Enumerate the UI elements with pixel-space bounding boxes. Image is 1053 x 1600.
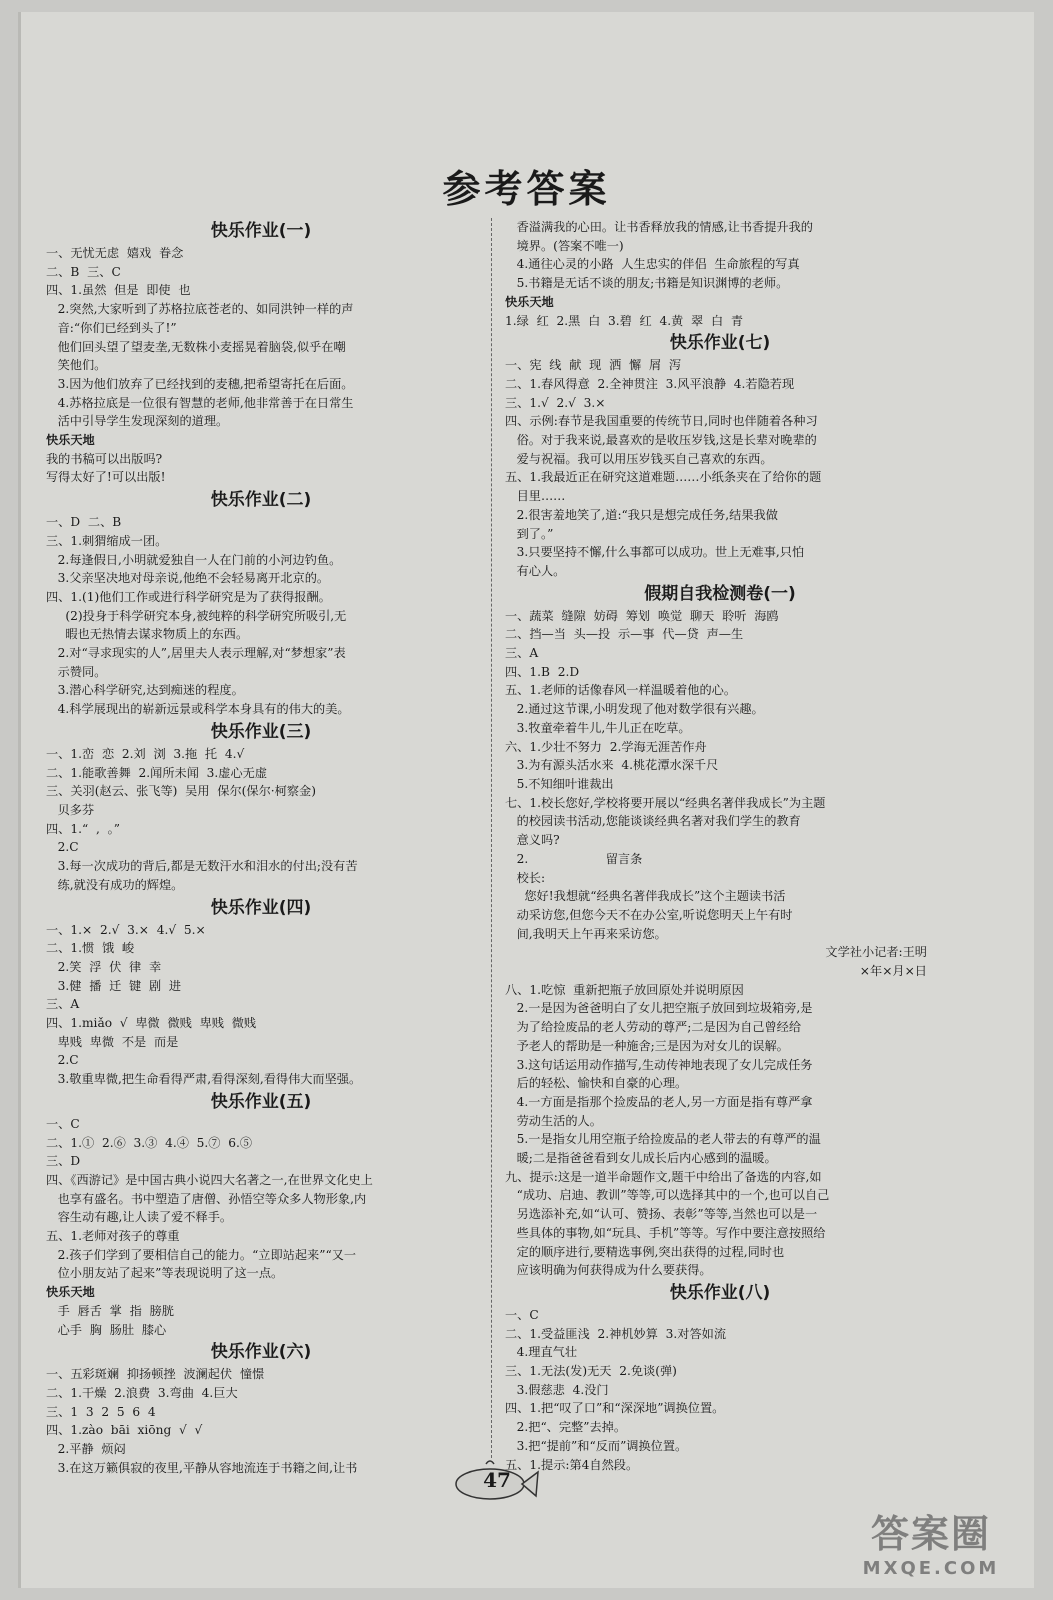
answer-line: 4.一方面是指那个捡废品的老人,另一方面是指有尊严拿: [505, 1094, 813, 1109]
answer-line: “成功、启迪、教训”等等,可以选择其中的一个,也可以自己: [505, 1188, 830, 1203]
answer-line: 三、A: [505, 646, 539, 661]
answer-line: 四、示例:春节是我国重要的传统节日,同时也伴随着各种习: [505, 414, 818, 429]
section-heading: 快乐作业(七): [669, 333, 771, 354]
answer-line: 五、1.老师的话像春风一样温暖着他的心。: [505, 683, 737, 698]
answer-line: 五、1.我最近正在研究这道难题……小纸条夹在了给你的题: [505, 470, 822, 485]
answer-line: 3.因为他们放弃了已经找到的麦穗,把希望寄托在后面。: [46, 376, 354, 391]
answer-line: 4.苏格拉底是一位很有智慧的老师,他非常善于在日常生: [46, 395, 354, 410]
answer-line: 二、1.① 2.⑥ 3.③ 4.④ 5.⑦ 6.⑤: [46, 1135, 253, 1150]
section-heading: 快乐作业(一): [210, 221, 312, 241]
answer-line: 五、1.老师对孩子的尊重: [46, 1229, 180, 1244]
page-number: 47: [483, 1468, 511, 1492]
answer-line: 一、1.× 2.√ 3.× 4.√ 5.×: [46, 922, 206, 937]
answer-line: 2.每逢假日,小明就爱独自一人在门前的小河边钓鱼。: [46, 552, 342, 567]
answer-line: 间,我明天上午再来采访您。: [505, 926, 667, 941]
answer-line: 他们回头望了望麦垄,无数株小麦摇晃着脑袋,似乎在嘲: [46, 339, 346, 354]
answer-line: 4.理直气壮: [505, 1345, 578, 1360]
subsection-label: 快乐天地: [46, 433, 95, 448]
answer-line: 3.只要坚持不懈,什么事都可以成功。世上无难事,只怕: [505, 545, 805, 560]
watermark-logo-text: 答案圈: [870, 1512, 991, 1556]
answer-line: 为了给捡废品的老人劳动的尊严;二是因为自己曾经给: [505, 1020, 802, 1035]
answer-line: 2.笑 浮 伏 律 幸: [46, 959, 162, 974]
answer-line: 您好!我想就“经典名著伴我成长”这个主题读书活: [505, 889, 786, 904]
answer-line: 另选添补充,如“认可、赞扬、表彰”等等,当然也可以是一: [505, 1207, 818, 1222]
answer-line: 三、关羽(赵云、张飞等) 吴用 保尔(保尔·柯察金): [46, 784, 316, 799]
answer-line: 5.一是指女儿用空瓶子给捡废品的老人带去的有尊严的温: [505, 1132, 821, 1147]
answer-line: 俗。对于我来说,最喜欢的是收压岁钱,这是长辈对晚辈的: [505, 433, 817, 448]
answer-line: 2.C: [46, 1053, 79, 1068]
answer-line: 活中引导学生发现深刻的道理。: [46, 414, 229, 429]
answer-line: 后的轻松、愉快和自豪的心理。: [505, 1076, 688, 1091]
answer-line: 七、1.校长您好,学校将要开展以“经典名著伴我成长”为主题: [505, 795, 826, 810]
answer-line: 心手 胸 肠肚 膝心: [46, 1322, 167, 1337]
answer-line: 四、1.zào bāi xiōng √ √: [46, 1423, 203, 1438]
answer-line: 劳动生活的人。: [505, 1113, 602, 1128]
answer-line: 到了。”: [505, 526, 554, 541]
answer-line: 3.这句话运用动作描写,生动传神地表现了女儿完成任务: [505, 1057, 813, 1072]
answer-line: 动采访您,但您今天不在办公室,听说您明天上午有时: [505, 907, 793, 922]
answer-line: 卑贱 卑微 不是 而是: [46, 1034, 179, 1049]
answer-line: 3.牧童牵着牛儿,牛儿正在吃草。: [505, 720, 691, 735]
answer-line: 九、提示:这是一道半命题作文,题干中给出了备选的内容,如: [505, 1169, 822, 1184]
answer-line: 5.书籍是无话不谈的朋友;书籍是知识渊博的老师。: [505, 276, 789, 291]
answer-line: 示赞同。: [46, 664, 107, 679]
answer-line: (2)投身于科学研究本身,被纯粹的科学研究所吸引,无: [46, 608, 347, 623]
answer-line: 予老人的帮助是一种施舍;三是因为对女儿的误解。: [505, 1038, 789, 1053]
subsection-label: 快乐天地: [505, 294, 554, 309]
answer-line: 三、1.刺猬缩成一团。: [46, 533, 168, 548]
answer-line: 二、1.春风得意 2.全神贯注 3.风平浪静 4.若隐若现: [505, 376, 795, 391]
answer-line: 暖;二是指爸爸看到女儿成长后内心感到的温暖。: [505, 1151, 777, 1166]
answer-line: 4.科学展现出的崭新远景或科学本身具有的伟大的美。: [46, 702, 350, 717]
answer-line: 四、1.(1)他们工作或进行科学研究是为了获得报酬。: [46, 589, 331, 604]
answer-line: 2. 留言条: [505, 851, 643, 866]
answer-line: 四、1.“ , 。”: [46, 821, 120, 836]
answer-line: 四、1.B 2.D: [505, 664, 580, 679]
answer-line: 一、D 二、B: [46, 515, 122, 530]
answer-line: 5.不知细叶谁裁出: [505, 776, 614, 791]
answer-line: 3.潜心科学研究,达到痴迷的程度。: [46, 683, 244, 698]
answer-line: 三、D: [46, 1154, 81, 1169]
answer-line: 香溢满我的心田。让书香释放我的情感,让书香提升我的: [505, 220, 813, 234]
answer-line: 2.C: [46, 840, 79, 855]
answer-line: 八、1.吃惊 重新把瓶子放回原处并说明原因: [505, 982, 744, 997]
answer-line: 2.一是因为爸爸明白了女儿把空瓶子放回到垃圾箱旁,是: [505, 1001, 813, 1016]
answer-line: 也享有盛名。书中塑造了唐僧、孙悟空等众多人物形象,内: [46, 1191, 367, 1206]
answer-line: 爱与祝福。我可以用压岁钱买自己喜欢的东西。: [505, 451, 773, 466]
answer-line: 一、C: [46, 1116, 80, 1131]
answer-line: 目里……: [505, 489, 566, 504]
answer-line: 二、B 三、C: [46, 264, 121, 279]
answer-line: 3.把“提前”和“反而”调换位置。: [505, 1438, 688, 1453]
answer-line: 2.孩子们学到了要相信自己的能力。“立即站起来”“又一: [46, 1247, 357, 1262]
answer-line: 四、《西游记》是中国古典小说四大名著之一,在世界文化史上: [46, 1172, 373, 1187]
answer-line: 音:“你们已经到头了!”: [46, 320, 177, 335]
answer-line: 四、1.miǎo √ 卑微 微贱 卑贱 微贱: [46, 1016, 257, 1031]
answer-line: 二、1.受益匪浅 2.神机妙算 3.对答如流: [505, 1326, 727, 1341]
subsection-label: 快乐天地: [46, 1285, 95, 1300]
answer-line: 三、1.无法(发)无天 2.免谈(弹): [505, 1364, 677, 1379]
answer-line: 有心人。: [505, 563, 566, 578]
answer-line: 暇也无热情去谋求物质上的东西。: [46, 627, 249, 642]
answer-line: 应该明确为何获得成为什么要获得。: [505, 1263, 712, 1278]
answer-line: 定的顺序进行,要精选事例,突出获得的过程,同时也: [505, 1244, 785, 1259]
answer-line: 一、无忧无虑 嬉戏 眷念: [46, 246, 184, 260]
answer-line: 2.平静 烦闷: [46, 1442, 126, 1457]
answer-line: 五、1.提示:第4自然段。: [505, 1457, 639, 1472]
section-heading: 快乐作业(三): [210, 721, 312, 742]
answer-line: 3.为有源头活水来 4.桃花潭水深千尺: [505, 758, 719, 773]
answer-line: 2.突然,大家听到了苏格拉底苍老的、如同洪钟一样的声: [46, 302, 354, 317]
answer-line: 二、1.干燥 2.浪费 3.弯曲 4.巨大: [46, 1385, 238, 1400]
answer-line: 三、A: [46, 997, 80, 1012]
section-heading: 假期自我检测卷(一): [644, 583, 796, 604]
answer-line: 3.父亲坚决地对母亲说,他绝不会轻易离开北京的。: [46, 571, 330, 586]
answer-line: 3.假慈悲 4.没门: [505, 1382, 609, 1397]
answer-line: 2.对“寻求现实的人”,居里夫人表示理解,对“梦想家”表: [46, 646, 346, 661]
watermark: [836, 1503, 1026, 1579]
answer-line: 意义吗?: [505, 833, 560, 848]
section-heading: 快乐作业(六): [210, 1342, 312, 1363]
answer-line: 2.把“、完整”去掉。: [505, 1420, 627, 1435]
answer-line: 二、1.能歌善舞 2.闻所未闻 3.虚心无虚: [46, 765, 268, 780]
answer-line: 手 唇舌 掌 指 膀胱: [46, 1303, 174, 1318]
answer-line: 位小朋友站了起来”等表现说明了这一点。: [46, 1266, 284, 1281]
answer-line: 一、五彩斑斓 抑扬顿挫 波澜起伏 憧憬: [46, 1367, 265, 1382]
answer-line: 1.绿 红 2.黑 白 3.碧 红 4.黄 翠 白 青: [505, 313, 744, 328]
watermark-url: MXQE.COM: [862, 1558, 1000, 1579]
answer-line: 3.每一次成功的背后,都是无数汗水和泪水的付出;没有苦: [46, 859, 358, 874]
page-title: 参考答案: [442, 166, 611, 211]
answer-line: 一、蔬菜 缝隙 妨碍 筹划 唤觉 聊天 聆听 海鸥: [505, 608, 779, 623]
answer-line: 写得太好了!可以出版!: [46, 470, 166, 485]
column-divider: [491, 218, 493, 1458]
answer-line: 二、1.惯 饿 峻: [46, 941, 135, 956]
section-heading: 快乐作业(二): [210, 490, 312, 511]
answer-line: 境界。(答案不唯一): [505, 238, 624, 253]
answer-line: 3.在这万籁俱寂的夜里,平静从容地流连于书籍之间,让书: [46, 1460, 358, 1475]
answer-line: 二、挡—当 头—投 示—事 代—贷 声—生: [505, 627, 744, 642]
answer-line: 三、1.√ 2.√ 3.×: [505, 395, 606, 410]
answer-line: 4.通往心灵的小路 人生忠实的伴侣 生命旅程的写真: [505, 257, 800, 272]
answer-line: 2.通过这节课,小明发现了他对数学很有兴趣。: [505, 702, 764, 717]
answer-line: 四、1.把“叹了口”和“深深地”调换位置。: [505, 1401, 725, 1416]
signature-line: ×年×月×日: [859, 964, 927, 979]
right-column: [505, 218, 935, 1474]
section-heading: 快乐作业(四): [210, 897, 312, 918]
answer-line: 3.健 播 迁 键 剧 进: [46, 978, 182, 993]
answer-line: 容生动有趣,让人读了爱不释手。: [46, 1210, 233, 1225]
answer-line: 校长:: [505, 870, 546, 885]
answer-line: 三、1 3 2 5 6 4: [46, 1404, 156, 1419]
signature-line: 文学社小记者:王明: [825, 945, 927, 960]
answer-line: 贝多芬: [46, 802, 95, 817]
answer-line: 我的书稿可以出版吗?: [46, 451, 163, 466]
answer-line: 些具体的事物,如“玩具、手机”等等。写作中要注意按照给: [505, 1225, 826, 1240]
answer-line: 2.很害羞地笑了,道:“我只是想完成任务,结果我做: [505, 507, 778, 522]
answer-line: 一、C: [505, 1307, 539, 1322]
answer-line: 练,就没有成功的辉煌。: [46, 877, 184, 892]
answer-line: 一、1.峦 恋 2.刘 浏 3.拖 托 4.√: [46, 746, 245, 761]
section-heading: 快乐作业(八): [669, 1282, 771, 1303]
answer-line: 六、1.少壮不努力 2.学海无涯苦作舟: [505, 739, 707, 754]
answer-line: 的校园读书活动,您能谈谈经典名著对我们学生的教育: [505, 814, 801, 829]
answer-line: 四、1.虽然 但是 即使 也: [46, 283, 191, 298]
answer-line: 一、宪 线 献 现 洒 懈 屑 泻: [505, 358, 682, 373]
answer-line: 3.敬重卑微,把生命看得严肃,看得深刻,看得伟大而坚强。: [46, 1072, 362, 1087]
left-column: [46, 218, 476, 1477]
answer-line: 笑他们。: [46, 358, 107, 373]
section-heading: 快乐作业(五): [210, 1091, 312, 1112]
